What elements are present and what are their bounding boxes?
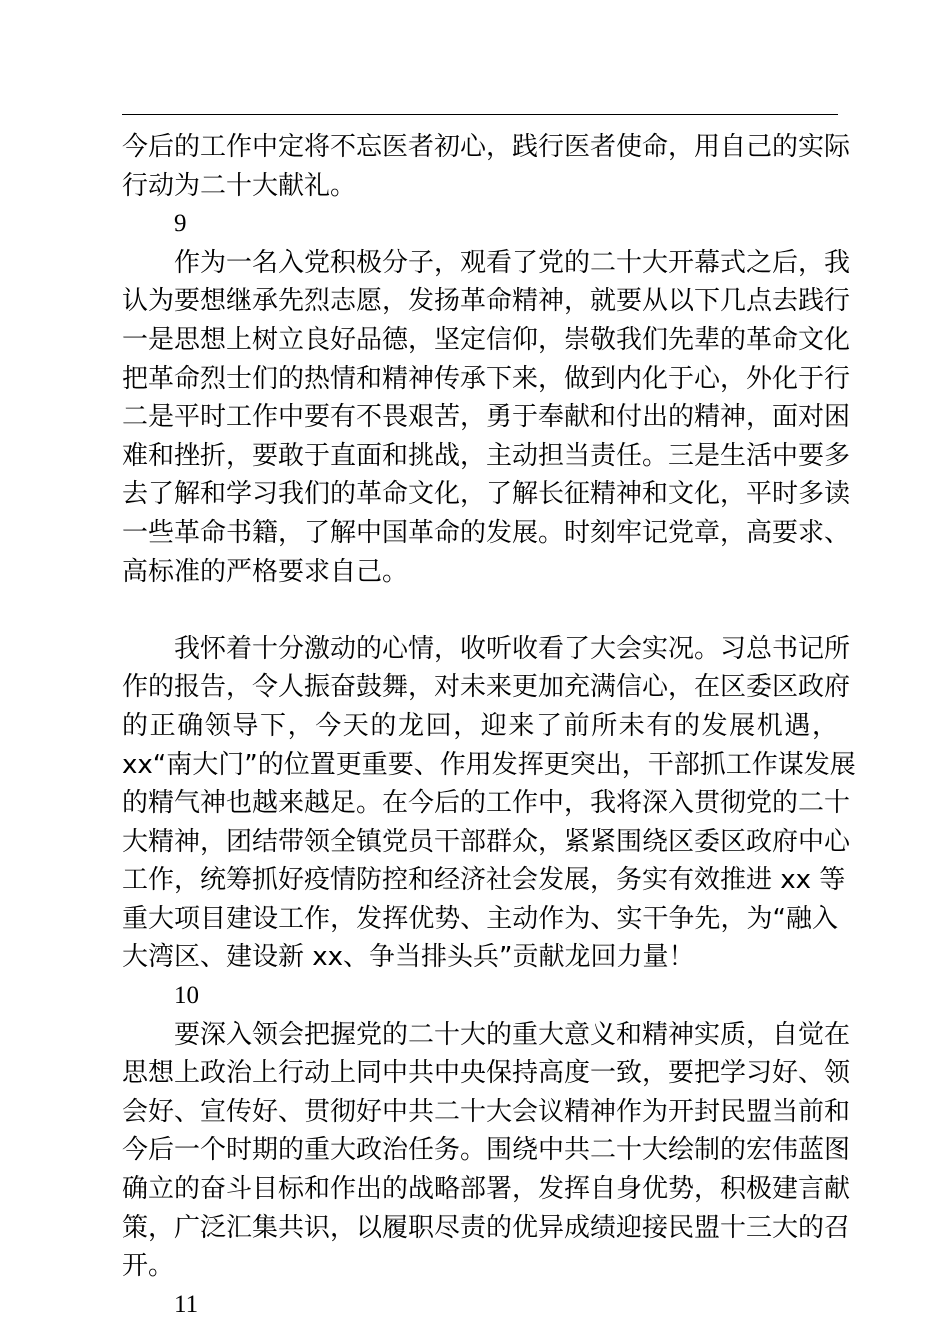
text-line: 把革命烈士们的热情和精神传承下来，做到内化于心，外化于行 xyxy=(122,363,851,394)
text-line: 行动为二十大献礼。 xyxy=(122,170,357,201)
text-line: 重大项目建设工作，发挥优势、主动作为、实干争先，为“融入 xyxy=(122,903,838,934)
text-line: 去了解和学习我们的革命文化，了解长征精神和文化，平时多读 xyxy=(122,479,851,510)
text-line: 作的报告，令人振奋鼓舞，对未来更加充满信心，在区委区政府 xyxy=(122,672,851,703)
text-line: 开。 xyxy=(122,1251,175,1282)
section-number: 10 xyxy=(174,982,199,1010)
text-line: 一是思想上树立良好品德，坚定信仰，崇敬我们先辈的革命文化 xyxy=(122,324,851,355)
text-line: 工作，统筹抓好疫情防控和经济社会发展，务实有效推进 xx 等 xyxy=(122,865,846,896)
document-body xyxy=(122,128,856,1324)
text-line: 我怀着十分激动的心情，收听收看了大会实况。习总书记所 xyxy=(174,633,851,664)
text-line: xx“南大门”的位置更重要、作用发挥更突出，干部抓工作谋发展 xyxy=(122,749,856,780)
text-line: 一些革命书籍，了解中国革命的发展。时刻牢记党章，高要求、 xyxy=(122,517,851,548)
text-line: 今后的工作中定将不忘医者初心，践行医者使命，用自己的实际 xyxy=(122,132,851,162)
text-line: 高标准的严格要求自己。 xyxy=(122,556,409,587)
text-line: 大精神，团结带领全镇党员干部群众，紧紧围绕区委区政府中心 xyxy=(122,826,851,857)
text-line: 的正确领导下，今天的龙回，迎来了前所未有的发展机遇， xyxy=(122,710,838,741)
text-line: 要深入领会把握党的二十大的重大意义和精神实质，自觉在 xyxy=(174,1019,851,1050)
text-line: 确立的奋斗目标和作出的战略部署，发挥自身优势，积极建言献 xyxy=(122,1174,851,1205)
section-number: 11 xyxy=(174,1290,199,1318)
text-line: 难和挫折，要敢于直面和挑战，主动担当责任。三是生活中要多 xyxy=(122,440,851,471)
text-line: 今后一个时期的重大政治任务。围绕中共二十大绘制的宏伟蓝图 xyxy=(122,1135,851,1166)
text-line: 的精气神也越来越足。在今后的工作中，我将深入贯彻党的二十 xyxy=(122,788,851,819)
text-line: 思想上政治上行动上同中共中央保持高度一致，要把学习好、领 xyxy=(122,1058,851,1089)
text-line: 二是平时工作中要有不畏艰苦，勇于奉献和付出的精神，面对困 xyxy=(122,402,851,433)
section-number: 9 xyxy=(174,210,187,238)
text-line: 大湾区、建设新 xx、争当排头兵”贡献龙回力量！ xyxy=(122,942,695,973)
text-line: 策，广泛汇集共识，以履职尽责的优异成绩迎接民盟十三大的召 xyxy=(122,1212,851,1243)
text-line: 作为一名入党积极分子，观看了党的二十大开幕式之后，我 xyxy=(174,247,851,278)
text-line: 会好、宣传好、贯彻好中共二十大会议精神作为开封民盟当前和 xyxy=(122,1096,851,1127)
header-rule xyxy=(122,114,838,115)
blank-line xyxy=(122,591,838,630)
text-line: 认为要想继承先烈志愿，发扬革命精神，就要从以下几点去践行 xyxy=(122,286,851,317)
